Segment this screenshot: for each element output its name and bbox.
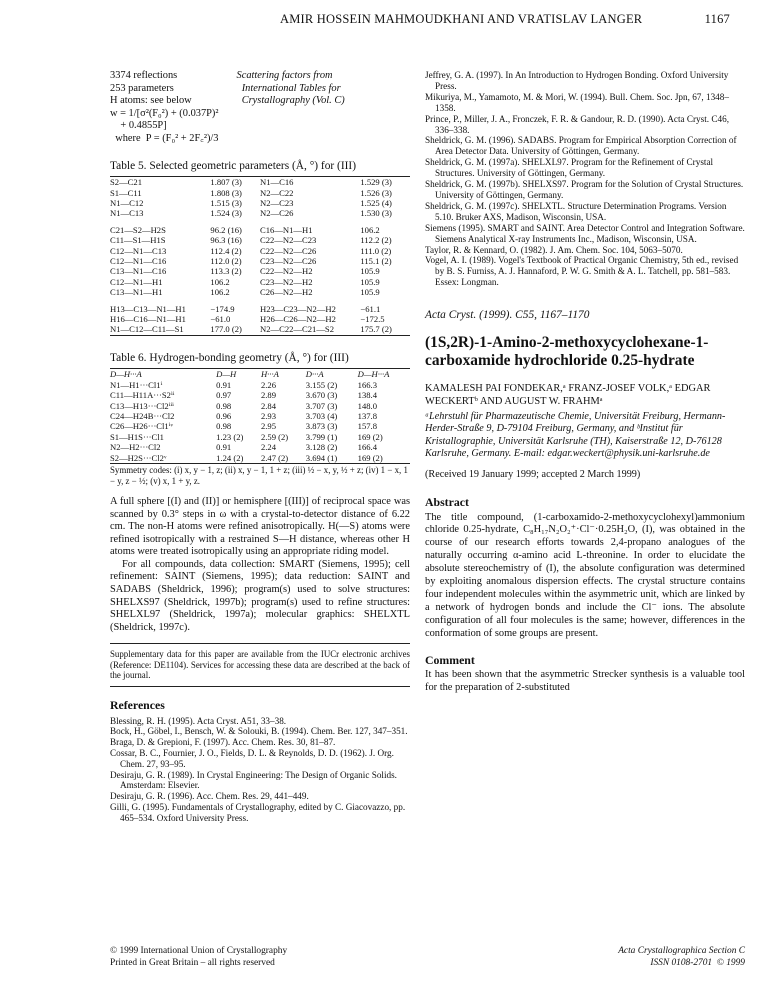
table6-row bbox=[110, 453, 410, 463]
table6-cell: 166.4 bbox=[357, 442, 377, 453]
table6-header-cell: H···A bbox=[260, 369, 279, 380]
reference-item: Braga, D. & Grepioni, F. (1997). Acc. Chem. Res. 30, 81–87. bbox=[110, 737, 336, 748]
table6-cell: 3.670 (3) bbox=[305, 390, 338, 401]
table5 bbox=[110, 177, 410, 335]
table6-header-cell: D—H bbox=[216, 369, 237, 380]
footer-journal: Acta Crystallographica Section C ISSN 0108-2701 © 1999 bbox=[618, 946, 745, 968]
supplementary-note: Supplementary data for this paper are available from the IUCr electronic archives (Reference: DE1104). Services for accessing these data are described at the back of the journal. bbox=[110, 643, 410, 687]
table6-row bbox=[110, 411, 410, 421]
table5-cell: H13—C13—N1—H1 bbox=[110, 303, 186, 314]
table6-cell: 169 (2) bbox=[357, 452, 383, 463]
table5-cell: 112.0 (2) bbox=[210, 256, 242, 266]
table6-cell: 3.703 (4) bbox=[305, 411, 338, 422]
table5-row bbox=[110, 298, 410, 314]
table5-row bbox=[110, 208, 410, 218]
table5-cell: H23—C23—N2—H2 bbox=[259, 303, 336, 314]
table5-cell: C22—N2—C23 bbox=[259, 235, 317, 246]
table6-cell: 2.26 bbox=[260, 379, 276, 390]
reference-item: Gilli, G. (1995). Fundamentals of Crystallography, edited by C. Giacovazzo, pp. 465–534. Oxford University Press. bbox=[110, 801, 406, 823]
table6-cell: 166.3 bbox=[357, 379, 377, 390]
body-text bbox=[110, 496, 410, 635]
reference-item: Desiraju, G. R. (1996). Acc. Chem. Res. 29, 441–449. bbox=[110, 791, 309, 802]
table5-cell: 96.3 (16) bbox=[210, 235, 242, 246]
table6-cell: S1—H1S···Cl1 bbox=[110, 431, 164, 442]
table6-header-row bbox=[110, 369, 410, 379]
table6-cell: 2.24 bbox=[260, 442, 276, 453]
table5-row bbox=[110, 266, 410, 276]
reference-item: Bock, H., Göbel, I., Bensch, W. & Solouki, B. (1994). Chem. Ber. 127, 347–351. bbox=[110, 726, 408, 737]
table6-cell: 1.23 (2) bbox=[216, 431, 244, 442]
table6-header-cell: D—H···A bbox=[357, 369, 390, 380]
comment-heading: Comment bbox=[425, 652, 475, 667]
table5-cell: C21—S2—H2S bbox=[110, 224, 166, 235]
left-column bbox=[110, 70, 410, 824]
table5-cell: 1.524 (3) bbox=[210, 208, 242, 219]
table5-cell: C12—N1—C13 bbox=[110, 245, 167, 256]
reference-item: Vogel, A. I. (1989). Vogel's Textbook of Practical Organic Chemistry, 5th ed., revised by B. S. Furniss, A. J. Hannaford, P. W. G. Smith & A. L. Tatchell, pp. 581–583. Essex: Longman. bbox=[425, 255, 739, 288]
table5-cell: 111.0 (2) bbox=[360, 245, 392, 256]
table5-cell: C22—N2—C26 bbox=[259, 245, 317, 256]
abstract-text: The title compound, (1-carboxamido-2-methoxycyclohexyl)ammonium chloride 0.25-hydrate, C₈H₁₇N₂O₂⁺·Cl⁻·0.25H₂O, (I), was obtained in the course of our research efforts towards 2,4-propano analogues of the naturally occurring α-amino acid L-threonine. In order to elucidate the absolute stereochemistry of (I), the absolute configuration was determined by exploiting anomalous dispersion effects. The crystal structure contains four independent molecules within the asymmetric unit, which are linked by a network of hydrogen bonds and include the Cl⁻ ions. The absolute configuration of all four molecules is the same; however, differences in the conformation of some groups are present. bbox=[425, 511, 745, 639]
table5-cell: C16—N1—H1 bbox=[259, 224, 313, 235]
table5-cell: 1.808 (3) bbox=[210, 187, 242, 198]
table6-cell: 0.96 bbox=[216, 411, 232, 422]
table5-cell: 1.525 (4) bbox=[360, 197, 392, 208]
table5-cell: C26—N2—H2 bbox=[259, 287, 313, 298]
table5-cell: N1—C13 bbox=[110, 208, 144, 219]
table5-cell: −174.9 bbox=[210, 303, 235, 314]
references-left bbox=[110, 716, 410, 824]
reference-item: Jeffrey, G. A. (1997). In An Introduction to Hydrogen Bonding. Oxford University Press. bbox=[425, 70, 729, 91]
table6-cell: 3.799 (1) bbox=[305, 431, 338, 442]
reference-item: Sheldrick, G. M. (1996). SADABS. Program for Empirical Absorption Correction of Area Detector Data. University of Göttingen, Germany. bbox=[425, 135, 737, 157]
table6-row bbox=[110, 390, 410, 400]
reference-item: Cossar, B. C., Fournier, J. O., Fields, D. L. & Reynolds, D. D. (1962). J. Org. Chem. 27, 93–95. bbox=[110, 747, 394, 769]
table6-cell: C13—H13···Cl2ⁱⁱⁱ bbox=[110, 400, 174, 411]
running-header-title: AMIR HOSSEIN MAHMOUDKHANI AND VRATISLAV LANGER bbox=[280, 12, 643, 26]
table5-cell: 106.2 bbox=[360, 224, 380, 235]
table5-cell: N1—C12 bbox=[110, 197, 144, 208]
table6-cell: C11—H11A···S2ⁱⁱ bbox=[110, 390, 175, 401]
reference-item: Desiraju, G. R. (1989). In Crystal Engineering: The Design of Organic Solids. Amsterdam: Elsevier. bbox=[110, 769, 397, 791]
references-right bbox=[425, 70, 745, 288]
next-article-affiliation: ᵃLehrstuhl für Pharmazeutische Chemie, Universität Freiburg, Hermann-Herder-Straße 9, D-79104 Freiburg, Germany, and ᵇInstitut für Kristallographie, Universität Karlsruhe (TH), Kaiserstraße 12, D-76128 Karlsruhe, Germany. E-mail: edgar.weckert@physik.uni-karlsruhe.de bbox=[425, 410, 726, 459]
comment-text: It has been shown that the asymmetric Strecker synthesis is a valuable tool for the preparation of 2-substituted bbox=[425, 669, 745, 694]
table5-cell: C11—S1—H1S bbox=[110, 235, 166, 246]
symmetry-codes: Symmetry codes: (i) x, y − 1, z; (ii) x, y − 1, 1 + z; (iii) ½ − x, y, ½ + z; (iv) 1 − x, 1 − y, z − ½; (v) x, 1 + y, z. bbox=[110, 465, 408, 486]
table5-cell: 96.2 (16) bbox=[210, 224, 242, 235]
reference-item: Sheldrick, G. M. (1997b). SHELXS97. Program for the Solution of Crystal Structures. University of Göttingen, Germany. bbox=[425, 179, 744, 200]
reference-item: Sheldrick, G. M. (1997a). SHELXL97. Program for the Refinement of Crystal Structures. University of Göttingen, Germany. bbox=[425, 157, 714, 179]
table5-row bbox=[110, 277, 410, 287]
table6-cell: 2.84 bbox=[260, 400, 276, 411]
table5-row bbox=[110, 219, 410, 235]
reference-item: Siemens (1995). SMART and SAINT. Area Detector Control and Integration Software. Siemens Analytical X-ray Instruments Inc., Madison, Wisconsin, USA. bbox=[425, 222, 745, 244]
table6-row bbox=[110, 380, 410, 390]
table5-cell: 175.7 (2) bbox=[360, 324, 392, 335]
table6-cell: S2—H2S···Cl2ᵛ bbox=[110, 452, 167, 463]
table6-header-cell: D—H···A bbox=[110, 369, 142, 380]
table5-cell: N1—C16 bbox=[259, 177, 294, 188]
table5-cell: 177.0 (2) bbox=[210, 324, 242, 335]
table6 bbox=[110, 369, 410, 463]
table5-cell: N1—C12—C11—S1 bbox=[110, 324, 184, 335]
table6-cell: 3.694 (1) bbox=[305, 452, 338, 463]
table6-cell: 3.707 (3) bbox=[305, 400, 338, 411]
table5-cell: H26—C26—N2—H2 bbox=[259, 314, 336, 325]
page-number: 1167 bbox=[704, 12, 730, 26]
table6-cell: 2.95 bbox=[260, 421, 276, 432]
table6-cell: 3.155 (2) bbox=[305, 379, 338, 390]
table5-cell: 1.807 (3) bbox=[210, 177, 242, 188]
table5-cell: 105.9 bbox=[360, 287, 380, 298]
table6-cell: 2.47 (2) bbox=[260, 452, 289, 463]
table5-row bbox=[110, 188, 410, 198]
table5-cell: 106.2 bbox=[210, 287, 230, 298]
table5-cell: N2—C22—C21—S2 bbox=[259, 324, 334, 335]
footer-copyright: © 1999 International Union of Crystallography Printed in Great Britain – all rights reserved bbox=[110, 946, 288, 968]
table5-row bbox=[110, 177, 410, 187]
table5-row bbox=[110, 287, 410, 297]
table6-cell: 3.873 (3) bbox=[305, 421, 338, 432]
table6-cell: 169 (2) bbox=[357, 431, 383, 442]
table5-cell: H16—C16—N1—H1 bbox=[110, 314, 186, 325]
table6-cell: 2.59 (2) bbox=[260, 431, 289, 442]
table5-cell: N2—C22 bbox=[259, 187, 294, 198]
table5-cell: C13—N1—H1 bbox=[110, 287, 163, 298]
body-paragraph-2: For all compounds, data collection: SMART (Siemens, 1995); cell refinement: SAINT (Siemens, 1995); data reduction: SAINT and SADABS (Sheldrick, 1996); program(s) used to solve structures: SHELXS97 (Sheldrick, 1997b); program(s) used to refine structures: SHELXL97 (Sheldrick, 1997a); molecular graphics: SHELXTL (Sheldrick, 1997c). bbox=[110, 558, 410, 633]
next-article-received: (Received 19 January 1999; accepted 2 March 1999) bbox=[425, 469, 641, 481]
table6-cell: N2—H2···Cl2 bbox=[110, 442, 161, 453]
table6-row bbox=[110, 432, 410, 442]
refinement-parameters bbox=[110, 70, 410, 146]
table5-cell: 1.529 (3) bbox=[360, 177, 392, 188]
next-article-journal: Acta Cryst. (1999). C55, 1167–1170 bbox=[425, 309, 590, 322]
table6-cell: 138.4 bbox=[357, 390, 377, 401]
table6-row bbox=[110, 401, 410, 411]
table5-cell: C12—N1—C16 bbox=[110, 256, 167, 266]
table6-header-cell: D···A bbox=[305, 369, 324, 380]
table5-cell: 115.1 (2) bbox=[360, 256, 392, 266]
reference-item: Taylor, R. & Kennard, O. (1982). J. Am. Chem. Soc. 104, 5063–5070. bbox=[425, 244, 683, 255]
table5-cell: C13—N1—C16 bbox=[110, 266, 167, 277]
table6-cell: 3.128 (2) bbox=[305, 442, 338, 453]
table6-cell: 1.24 (2) bbox=[216, 452, 244, 463]
table6-caption: Table 6. Hydrogen-bonding geometry (Å, °) for (III) bbox=[110, 351, 349, 364]
abstract-heading: Abstract bbox=[425, 494, 469, 509]
table5-row bbox=[110, 256, 410, 266]
table5-cell: 1.515 (3) bbox=[210, 197, 242, 208]
next-article-title: (1S,2R)-1-Amino-2-methoxycyclohexane-1-carboxamide hydrochloride 0.25-hydrate bbox=[425, 333, 709, 369]
table6-cell: 0.98 bbox=[216, 400, 232, 411]
table5-caption: Table 5. Selected geometric parameters (Å, °) for (III) bbox=[110, 159, 357, 172]
table5-cell: 105.9 bbox=[360, 276, 380, 287]
table5-row bbox=[110, 198, 410, 208]
table5-cell: 106.2 bbox=[210, 276, 230, 287]
table5-cell: 112.4 (2) bbox=[210, 245, 242, 256]
table6-row bbox=[110, 421, 410, 431]
table5-row bbox=[110, 314, 410, 324]
table5-cell: C12—N1—H1 bbox=[110, 276, 163, 287]
reference-item: Mikuriya, M., Yamamoto, M. & Mori, W. (1994). Bull. Chem. Soc. Jpn, 67, 1348–1358. bbox=[425, 91, 729, 113]
table5-bottom-rule bbox=[110, 335, 410, 336]
references-heading: References bbox=[110, 697, 165, 712]
table6-bottom-rule bbox=[110, 463, 410, 464]
table5-row bbox=[110, 246, 410, 256]
table6-cell: 137.8 bbox=[357, 411, 377, 422]
table5-cell: N2—C23 bbox=[259, 197, 294, 208]
refinement-right: Scattering factors from International Tables for Crystallography (Vol. C) bbox=[236, 70, 345, 107]
table5-cell: 105.9 bbox=[360, 266, 380, 277]
refinement-left: 3374 reflections 253 parameters H atoms: see below w = 1/[σ²(F₀²) + (0.037P)² + 0.4855P] where P = (F₀² + 2F꜀²)/3 bbox=[110, 70, 219, 144]
table5-cell: −172.5 bbox=[360, 314, 385, 325]
table6-cell: C24—H24B···Cl2 bbox=[110, 411, 175, 422]
body-paragraph-1: A full sphere [(I) and (II)] or hemisphere [(III)] of reciprocal space was scanned by 0.3° steps in ω with a crystal-to-detector distance of 6.22 cm. The non-H atoms were refined anisotropically. H(—S) atoms were refined isotropically with a restrained S—H distance, whereas other H atoms were treated isotropically using an appropriate riding model. bbox=[110, 495, 410, 558]
table5-cell: 1.530 (3) bbox=[360, 208, 392, 219]
table6-cell: 0.98 bbox=[216, 421, 232, 432]
table6-cell: 0.91 bbox=[216, 379, 232, 390]
table6-cell: C26—H26···Cl1ⁱᵛ bbox=[110, 421, 173, 432]
table5-cell: −61.1 bbox=[360, 303, 381, 314]
table6-cell: 148.0 bbox=[357, 400, 377, 411]
table6-cell: 157.8 bbox=[357, 421, 377, 432]
table5-cell: N2—C26 bbox=[259, 208, 294, 219]
reference-item: Blessing, R. H. (1995). Acta Cryst. A51, 33–38. bbox=[110, 715, 287, 726]
right-column bbox=[425, 70, 745, 695]
table5-cell: S2—C21 bbox=[110, 177, 142, 188]
table6-cell: 0.97 bbox=[216, 390, 232, 401]
table5-row bbox=[110, 235, 410, 245]
table5-cell: −61.0 bbox=[210, 314, 231, 325]
table5-cell: C23—N2—C26 bbox=[259, 256, 317, 266]
table5-cell: 112.2 (2) bbox=[360, 235, 392, 246]
reference-item: Sheldrick, G. M. (1997c). SHELXTL. Structure Determination Programs. Version 5.10. Bruker AXS, Madison, Wisconsin, USA. bbox=[425, 200, 727, 222]
table6-cell: 2.93 bbox=[260, 411, 276, 422]
table6-cell: 0.91 bbox=[216, 442, 232, 453]
table5-row bbox=[110, 324, 410, 334]
table5-cell: 113.3 (2) bbox=[210, 266, 242, 277]
table5-cell: 1.526 (3) bbox=[360, 187, 392, 198]
table6-row bbox=[110, 442, 410, 452]
reference-item: Prince, P., Miller, J. A., Fronczek, F. R. & Gandour, R. D. (1990). Acta Cryst. C46, 336–338. bbox=[425, 113, 729, 135]
table5-cell: S1—C11 bbox=[110, 187, 142, 198]
table5-cell: C22—N2—H2 bbox=[259, 266, 313, 277]
table5-cell: C23—N2—H2 bbox=[259, 276, 313, 287]
next-article-authors: KAMALESH PAI FONDEKAR,ᵃ FRANZ-JOSEF VOLK,ᵃ EDGAR WECKERTᵇ AND AUGUST W. FRAHMᵃ bbox=[425, 382, 711, 407]
table6-cell: N1—H1···Cl1ⁱ bbox=[110, 379, 163, 390]
table6-cell: 2.89 bbox=[260, 390, 276, 401]
